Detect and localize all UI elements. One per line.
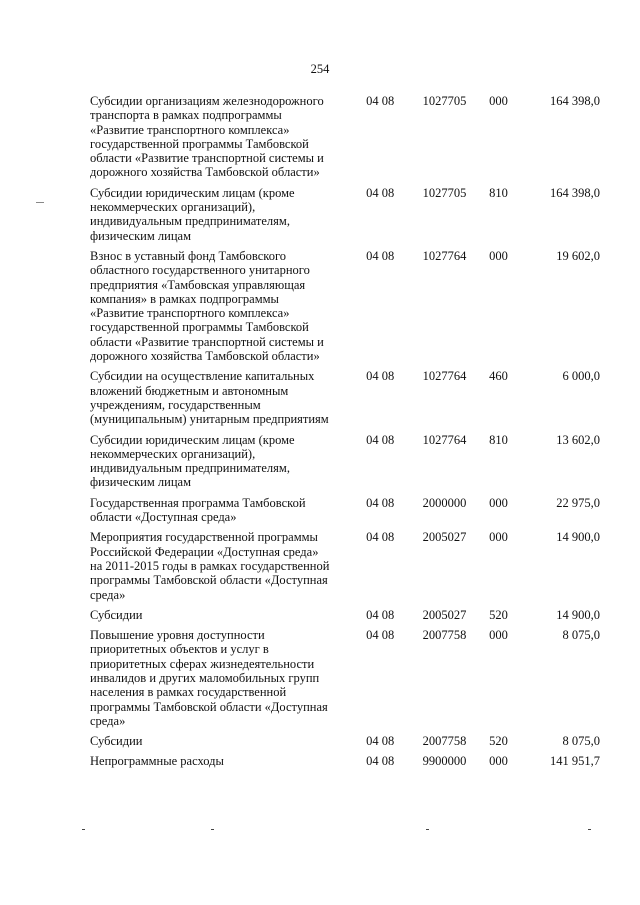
- expense-name: [90, 628, 366, 734]
- expense-name-line: государственной программы Тамбовской: [90, 320, 309, 335]
- amount: 8 075,0: [562, 628, 600, 643]
- scan-mark: [211, 829, 214, 830]
- expense-name-line: дорожного хозяйства Тамбовской области»: [90, 165, 320, 180]
- amount: 164 398,0: [550, 94, 600, 108]
- expense-name-line: программы Тамбовской области «Доступная: [90, 699, 328, 714]
- section-code: 04 08: [366, 734, 395, 749]
- article-code: 1027764: [422, 369, 467, 384]
- expense-type-code: 000: [489, 754, 508, 769]
- table-row: [90, 496, 600, 531]
- expense-name-line: предприятия «Тамбовская управляющая: [90, 277, 306, 292]
- expense-name-line: Субсидии на осуществление капитальных: [90, 369, 315, 384]
- expense-name-line: некоммерческих организаций),: [90, 200, 256, 215]
- table-row: [90, 186, 600, 249]
- expense-name-line: Субсидии юридическим лицам (кроме: [90, 432, 295, 447]
- article-code: 2000000: [422, 495, 467, 510]
- expense-name-line: индивидуальным предпринимателям,: [90, 461, 290, 476]
- expense-name-line: приоритетных сферах жизнедеятельности: [90, 656, 315, 671]
- expense-name-line: Субсидии: [90, 607, 143, 622]
- amount: 8 075,0: [562, 734, 600, 749]
- expense-type-code: 000: [489, 628, 508, 643]
- expense-name-line: Непрограммные расходы: [90, 754, 224, 769]
- expense-name-line: (муниципальным) унитарным предприятиям: [90, 412, 329, 427]
- expense-name-line: Субсидии: [90, 734, 143, 749]
- budget-table: [90, 94, 600, 775]
- amount: 13 602,0: [556, 432, 600, 447]
- expense-name: [90, 734, 366, 754]
- expense-type-code: 810: [489, 185, 508, 200]
- expense-name-line: среда»: [90, 587, 126, 602]
- expense-name-line: программы Тамбовской области «Доступная: [90, 573, 328, 588]
- scan-mark: [36, 202, 44, 203]
- expense-name-line: вложений бюджетным и автономным: [90, 383, 289, 398]
- expense-type-code: 810: [489, 432, 508, 447]
- article-code: 1027764: [422, 432, 467, 447]
- section-code: 04 08: [366, 185, 395, 200]
- section-code: 04 08: [366, 248, 395, 263]
- table-row: [90, 249, 600, 369]
- scan-mark: [82, 829, 85, 830]
- page-number: 254: [310, 62, 330, 76]
- expense-name-line: Субсидии юридическим лицам (кроме: [90, 185, 295, 200]
- section-code: 04 08: [366, 369, 395, 384]
- expense-name-line: некоммерческих организаций),: [90, 446, 256, 461]
- expense-name-line: Взнос в уставный фонд Тамбовского: [90, 248, 287, 263]
- section-code: 04 08: [366, 628, 395, 643]
- expense-name-line: области «Развитие транспортной системы и: [90, 334, 324, 349]
- expense-name-line: физическим лицам: [90, 475, 191, 490]
- expense-type-code: 000: [489, 248, 508, 263]
- expense-name: [90, 608, 366, 628]
- article-code: 1027705: [422, 94, 467, 108]
- expense-type-code: 520: [489, 734, 508, 749]
- expense-name-line: Мероприятия государственной программы: [90, 530, 318, 545]
- article-code: 2007758: [422, 628, 467, 643]
- expense-name-line: Повышение уровня доступности: [90, 628, 265, 643]
- table-row: [90, 369, 600, 432]
- amount: 19 602,0: [556, 248, 600, 263]
- amount: 164 398,0: [550, 185, 600, 200]
- expense-name-line: областного государственного унитарного: [90, 263, 310, 278]
- amount: 141 951,7: [550, 754, 600, 769]
- expense-name-line: Российской Федерации «Доступная среда»: [90, 544, 319, 559]
- expense-name: [90, 94, 366, 186]
- expense-type-code: 460: [489, 369, 508, 384]
- expense-name-line: компания» в рамках подпрограммы: [90, 291, 279, 306]
- amount: 14 900,0: [556, 530, 600, 545]
- article-code: 1027764: [422, 248, 467, 263]
- expense-name-line: Государственная программа Тамбовской: [90, 495, 306, 510]
- expense-name: [90, 249, 366, 369]
- scan-mark: [588, 829, 591, 830]
- table-row: [90, 530, 600, 607]
- section-code: 04 08: [366, 754, 395, 769]
- expense-type-code: 000: [489, 495, 508, 510]
- article-code: 1027705: [422, 185, 467, 200]
- expense-name-line: среда»: [90, 713, 126, 728]
- expense-name-line: приоритетных объектов и услуг в: [90, 642, 269, 657]
- expense-name-line: «Развитие транспортного комплекса»: [90, 306, 290, 321]
- expense-name-line: учреждениям, государственным: [90, 397, 261, 412]
- expense-type-code: 000: [489, 530, 508, 545]
- section-code: 04 08: [366, 607, 395, 622]
- article-code: 2007758: [422, 734, 467, 749]
- article-code: 9900000: [422, 754, 467, 769]
- article-code: 2005027: [422, 530, 467, 545]
- expense-name-line: Субсидии организациям железнодорожного: [90, 94, 324, 108]
- table-row: [90, 628, 600, 734]
- expense-name: [90, 186, 366, 249]
- expense-name: [90, 530, 366, 607]
- expense-name-line: транспорта в рамках подпрограммы: [90, 108, 282, 123]
- expense-name: [90, 369, 366, 432]
- expense-name-line: государственной программы Тамбовской: [90, 136, 309, 151]
- expense-type-code: 520: [489, 607, 508, 622]
- expense-name-line: «Развитие транспортного комплекса»: [90, 122, 290, 137]
- expense-name: [90, 496, 366, 531]
- table-row: [90, 608, 600, 628]
- table-row: [90, 94, 600, 186]
- table-row: [90, 433, 600, 496]
- expense-type-code: 000: [489, 94, 508, 108]
- expense-name-line: области «Доступная среда»: [90, 510, 237, 525]
- expense-name-line: индивидуальным предпринимателям,: [90, 214, 290, 229]
- table-row: [90, 754, 600, 774]
- scan-mark: [426, 829, 429, 830]
- section-code: 04 08: [366, 94, 395, 108]
- expense-name-line: инвалидов и других маломобильных групп: [90, 670, 320, 685]
- expense-name-line: физическим лицам: [90, 228, 191, 243]
- section-code: 04 08: [366, 432, 395, 447]
- expense-name-line: дорожного хозяйства Тамбовской области»: [90, 349, 320, 364]
- section-code: 04 08: [366, 495, 395, 510]
- budget-table-body: [90, 94, 600, 775]
- expense-name: [90, 754, 366, 774]
- article-code: 2005027: [422, 607, 467, 622]
- amount: 6 000,0: [562, 369, 600, 384]
- expense-name-line: на 2011-2015 годы в рамках государственной: [90, 558, 330, 573]
- expense-name: [90, 433, 366, 496]
- amount: 14 900,0: [556, 607, 600, 622]
- amount: 22 975,0: [556, 495, 600, 510]
- expense-name-line: населения в рамках государственной: [90, 685, 287, 700]
- expense-name-line: области «Развитие транспортной системы и: [90, 151, 324, 166]
- section-code: 04 08: [366, 530, 395, 545]
- table-row: [90, 734, 600, 754]
